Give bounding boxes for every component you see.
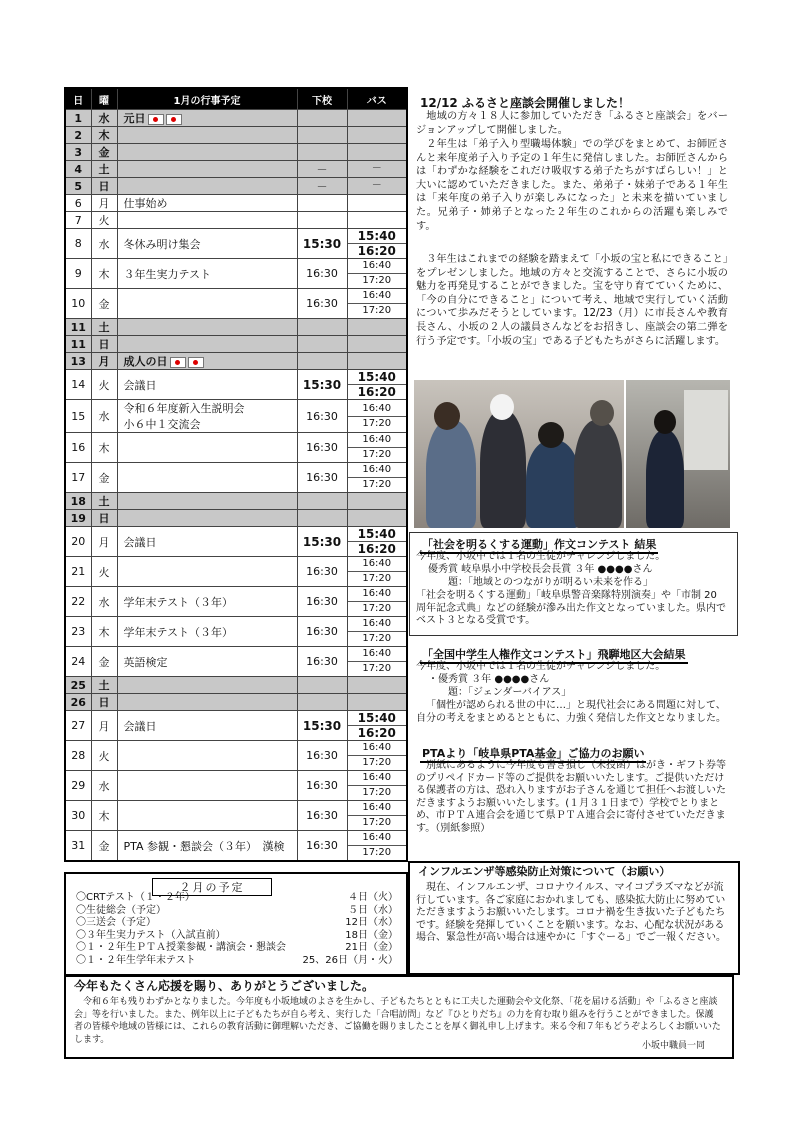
cell-event xyxy=(117,353,297,370)
february-list xyxy=(76,892,398,967)
table-row xyxy=(65,647,407,677)
table-row xyxy=(65,711,407,741)
cell-bus xyxy=(347,741,407,771)
article2-l2: 優秀賞 岐阜県小中学校長会長賞 ３年 ●●●●さん xyxy=(428,564,653,575)
cell-weekday: 金 xyxy=(91,144,117,161)
cell-dismissal xyxy=(297,212,347,229)
table-row xyxy=(65,370,407,400)
zadankai-photo-left xyxy=(414,380,624,528)
cell-event xyxy=(117,289,297,319)
cell-bus xyxy=(347,144,407,161)
cell-dismissal xyxy=(297,510,347,527)
cell-day: 11 xyxy=(65,336,91,353)
cell-day: 17 xyxy=(65,463,91,493)
cell-bus xyxy=(347,400,407,433)
cell-day: 13 xyxy=(65,353,91,370)
feb-event: 〇三送会（予定） xyxy=(76,917,156,928)
cell-event xyxy=(117,259,297,289)
february-title: ２月の予定 xyxy=(152,878,272,896)
cell-day: 10 xyxy=(65,289,91,319)
cell-day: 31 xyxy=(65,831,91,862)
cell-event xyxy=(117,110,297,127)
feb-date: 18日（金） xyxy=(345,929,398,941)
cell-event xyxy=(117,195,297,212)
cell-event xyxy=(117,400,297,433)
cell-event xyxy=(117,370,297,400)
cell-event xyxy=(117,617,297,647)
cell-dismissal xyxy=(297,144,347,161)
cell-weekday: 月 xyxy=(91,711,117,741)
cell-weekday: 月 xyxy=(91,195,117,212)
cell-weekday: 火 xyxy=(91,370,117,400)
cell-bus xyxy=(347,110,407,127)
table-row xyxy=(65,617,407,647)
cell-event xyxy=(117,711,297,741)
closing-body: 令和６年も残りわずかとなりました。今年度も小坂地域のよさを生かし、子どもたちとともに工夫した運動会や文化祭、「花を届ける活動」や「ふるさと座談会」等を行いました。また、例年以上に子どもたちが自ら考え、実行した「合唱訪問」など『ひとりだち』の力を育む取り組みを行うことができました。保護者の皆様や地域の皆様には、これらの教育活動に御理解いただき、ご協働を賜りましたことを厚く御礼申し上げます。来る令和７年もどうぞよろしくお願いいたします。 xyxy=(74,997,721,1045)
article1-p2: ２年生は「弟子入り型職場体験」での学びをまとめて、お師匠さんと来年度弟子入り予定の１年生に発信しました。お師匠さんからは「わずかな経験をこれだけ吸収する弟子たちがすばらしい！」と大いに認めていただきました。また、弟弟子・妹弟子である１年生は「来年度の弟子入りが楽しみになった」と未来を描いていました。兄弟子・姉弟子となった２年生のこれからの活躍も楽しみです。 xyxy=(416,139,728,232)
cell-dismissal xyxy=(297,677,347,694)
feb-date: 21日（金） xyxy=(345,942,398,953)
cell-bus xyxy=(347,353,407,370)
cell-bus xyxy=(347,801,407,831)
cell-event xyxy=(117,771,297,801)
cell-weekday: 土 xyxy=(91,677,117,694)
cell-event xyxy=(117,741,297,771)
col-header-events: 1月の行事予定 xyxy=(117,88,297,110)
cell-bus xyxy=(347,127,407,144)
table-row xyxy=(65,527,407,557)
cell-event xyxy=(117,831,297,862)
japan-flag-icon xyxy=(170,357,186,368)
cell-dismissal: 15:30 xyxy=(297,711,347,741)
cell-weekday: 金 xyxy=(91,463,117,493)
bus-time-2: 16:20 xyxy=(357,244,396,258)
list-item xyxy=(76,905,398,918)
cell-weekday: 木 xyxy=(91,127,117,144)
event-text: 仕事始め xyxy=(123,197,168,210)
table-row xyxy=(65,353,407,370)
cell-event xyxy=(117,463,297,493)
cell-dismissal: 15:30 xyxy=(297,370,347,400)
cell-bus xyxy=(347,195,407,212)
article3-l3: 題：「ジェンダーバイアス」 xyxy=(448,687,572,698)
cell-weekday: 土 xyxy=(91,161,117,178)
cell-day: 19 xyxy=(65,510,91,527)
bus-time-2: 17:20 xyxy=(362,757,392,768)
cell-day: 1 xyxy=(65,110,91,127)
cell-weekday: 月 xyxy=(91,527,117,557)
bus-time-1: 15:40 xyxy=(348,229,407,244)
feb-event: 〇CRTテスト（１・２年） xyxy=(76,892,195,903)
bus-time-2: 17:20 xyxy=(362,663,392,674)
cell-dismissal xyxy=(297,195,347,212)
bus-time-2: 17:20 xyxy=(362,275,392,286)
col-header-dismissal: 下校 xyxy=(297,88,347,110)
bus-time-2: 17:20 xyxy=(362,817,392,828)
event-text: 元日 xyxy=(123,112,146,125)
cell-weekday: 火 xyxy=(91,741,117,771)
bus-time-2: 17:20 xyxy=(362,449,392,460)
cell-day: 5 xyxy=(65,178,91,195)
table-row xyxy=(65,178,407,195)
cell-bus xyxy=(347,289,407,319)
cell-weekday: 日 xyxy=(91,694,117,711)
col-header-day: 日 xyxy=(65,88,91,110)
cell-event xyxy=(117,647,297,677)
cell-day: 14 xyxy=(65,370,91,400)
cell-dismissal: 16:30 xyxy=(297,801,347,831)
bus-time-2: 17:20 xyxy=(362,305,392,316)
cell-weekday: 日 xyxy=(91,336,117,353)
article4-body: 別紙にあるように今年度も書き損じ（未投函）はがき・ギフト券等のプリペイドカード等のご提供をお願いいたします。ご提供いただける保護者の方は、恐れ入りますがお子さんを通じて担任へお渡しいただきますようお願いいたします。(１月３１日まで）学校でとりまとめ、市ＰＴＡ連合会を通じて県ＰＴＡ連合会に寄付させていただきます。（別紙参照） xyxy=(416,760,726,834)
cell-day: 2 xyxy=(65,127,91,144)
cell-bus xyxy=(347,370,407,400)
cell-weekday: 木 xyxy=(91,617,117,647)
cell-day: 7 xyxy=(65,212,91,229)
feb-event: 〇３年生実力テスト（入試直前） xyxy=(76,929,226,941)
bus-time-2: 17:20 xyxy=(362,573,392,584)
bus-time-1: 15:40 xyxy=(348,370,407,385)
event-text: PTA 参観・懇談会（３年） 漢検 xyxy=(123,839,285,853)
cell-event xyxy=(117,493,297,510)
cell-dismissal xyxy=(297,127,347,144)
cell-dismissal: 16:30 xyxy=(297,289,347,319)
cell-dismissal: 16:30 xyxy=(297,771,347,801)
list-item xyxy=(76,955,398,968)
cell-weekday: 木 xyxy=(91,433,117,463)
cell-day: 22 xyxy=(65,587,91,617)
cell-event xyxy=(117,319,297,336)
bus-time-1: 16:40 xyxy=(348,433,407,448)
cell-day: 29 xyxy=(65,771,91,801)
article1-p1: 地域の方々１８人に参加していただき「ふるさと座談会」をバージョンアップして開催しました。 xyxy=(416,111,728,136)
cell-day: 4 xyxy=(65,161,91,178)
cell-dismissal xyxy=(297,694,347,711)
table-row xyxy=(65,433,407,463)
table-row xyxy=(65,400,407,433)
bus-time-1: 16:40 xyxy=(348,557,407,572)
cell-bus xyxy=(347,510,407,527)
cell-bus xyxy=(347,493,407,510)
article3-l4: 「個性が認められる世の中に…」と現代社会にある問題に対して、自分の考えをまとめるとともに、力強く発信した作文となりました。 xyxy=(416,700,726,724)
table-row xyxy=(65,319,407,336)
table-row xyxy=(65,694,407,711)
cell-weekday: 月 xyxy=(91,353,117,370)
bus-time-1: 16:40 xyxy=(348,402,407,417)
bus-time-2: 17:20 xyxy=(362,417,392,429)
bus-time-1: 16:40 xyxy=(348,771,407,786)
cell-event xyxy=(117,212,297,229)
article5-title: インフルエンザ等感染防止対策について（お願い） xyxy=(418,865,671,878)
cell-weekday: 日 xyxy=(91,510,117,527)
table-row xyxy=(65,771,407,801)
cell-day: 9 xyxy=(65,259,91,289)
table-row xyxy=(65,127,407,144)
cell-weekday: 日 xyxy=(91,178,117,195)
feb-date: ５日（水） xyxy=(348,904,398,916)
cell-dismissal: 16:30 xyxy=(297,557,347,587)
cell-bus: － xyxy=(347,161,407,178)
bus-time-2: 17:20 xyxy=(362,603,392,614)
cell-dismissal: 16:30 xyxy=(297,587,347,617)
event-text: 学年末テスト（３年） xyxy=(123,595,234,609)
cell-weekday: 木 xyxy=(91,801,117,831)
cell-bus xyxy=(347,617,407,647)
bus-time-2: 16:20 xyxy=(357,542,396,556)
cell-dismissal: 16:30 xyxy=(297,617,347,647)
article2-l3: 題：「地域とのつながりが明るい未来を作る」 xyxy=(448,577,653,588)
zadankai-photo-right xyxy=(626,380,730,528)
table-row xyxy=(65,212,407,229)
cell-day: 26 xyxy=(65,694,91,711)
cell-event xyxy=(117,557,297,587)
event-text: 会議日 xyxy=(123,535,157,549)
table-row xyxy=(65,493,407,510)
cell-event xyxy=(117,229,297,259)
bus-time-2: 16:20 xyxy=(357,726,396,740)
bus-time-1: 16:40 xyxy=(348,259,407,274)
cell-event xyxy=(117,694,297,711)
japan-flag-icon xyxy=(148,114,164,125)
cell-event xyxy=(117,801,297,831)
cell-weekday: 木 xyxy=(91,259,117,289)
article2-l1: 今年度、小坂中では１名の生徒がチャレンジしました。 xyxy=(416,551,666,562)
japan-flag-icon xyxy=(188,357,204,368)
bus-time-1: 15:40 xyxy=(348,711,407,726)
feb-date: 25、26日（月・火） xyxy=(302,954,398,966)
article3-title: 「全国中学生人権作文コンテスト」飛騨地区大会結果 xyxy=(420,646,688,664)
japan-flag-icon xyxy=(166,114,182,125)
cell-bus xyxy=(347,677,407,694)
cell-bus xyxy=(347,336,407,353)
event-text: 学年末テスト（３年） xyxy=(123,625,234,639)
bus-time-1: 16:40 xyxy=(348,617,407,632)
table-row xyxy=(65,161,407,178)
cell-event xyxy=(117,587,297,617)
cell-dismissal xyxy=(297,336,347,353)
cell-day: 6 xyxy=(65,195,91,212)
cell-day: 23 xyxy=(65,617,91,647)
cell-weekday: 水 xyxy=(91,771,117,801)
cell-event xyxy=(117,336,297,353)
cell-event xyxy=(117,433,297,463)
feb-date: ４日（火） xyxy=(348,892,398,903)
cell-dismissal: 16:30 xyxy=(297,463,347,493)
article2-l4: 「社会を明るくする運動」「岐阜県警音楽隊特別演奏」や「市制 20 周年記念式典」などの経験が滲み出た作文となっていました。県内でベスト３となる受賞です。 xyxy=(416,590,726,626)
feb-event: 〇１・２年生学年末テスト xyxy=(76,954,196,966)
cell-day: 15 xyxy=(65,400,91,433)
article5-body: 現在、インフルエンザ、コロナウイルス、マイコプラズマなどが流行しています。各ご家庭におかれましても、感染拡大防止に努めていただきますようお願いいたします。コロナ禍を生き抜いた子どもたちです。経験を発揮していくことを願います。なお、心配な状況がある場合、緊急性が高い場合は速やかに「すぐーる」でご一報ください。 xyxy=(416,882,726,943)
bus-time-1: 16:40 xyxy=(348,587,407,602)
cell-dismissal: 15:30 xyxy=(297,229,347,259)
cell-weekday: 水 xyxy=(91,110,117,127)
article2-title: 「社会を明るくする運動」作文コンテスト 結果 xyxy=(420,536,658,554)
bus-time-1: 16:40 xyxy=(348,463,407,478)
cell-bus xyxy=(347,711,407,741)
cell-dismissal xyxy=(297,493,347,510)
cell-day: 3 xyxy=(65,144,91,161)
bus-time-1: 16:40 xyxy=(348,831,407,846)
cell-day: 11 xyxy=(65,319,91,336)
cell-dismissal: － xyxy=(297,161,347,178)
bus-time-1: 15:40 xyxy=(348,527,407,542)
cell-dismissal xyxy=(297,353,347,370)
cell-weekday: 土 xyxy=(91,319,117,336)
table-row xyxy=(65,557,407,587)
bus-time-1: 16:40 xyxy=(348,289,407,304)
event-text: ３年生実力テスト xyxy=(123,267,212,281)
cell-dismissal: 16:30 xyxy=(297,741,347,771)
cell-dismissal: 16:30 xyxy=(297,831,347,862)
bus-time-1: 16:40 xyxy=(348,801,407,816)
cell-event xyxy=(117,527,297,557)
table-row xyxy=(65,195,407,212)
cell-dismissal: － xyxy=(297,178,347,195)
cell-day: 20 xyxy=(65,527,91,557)
table-row xyxy=(65,336,407,353)
article3-l2: ・優秀賞 ３年 ●●●●さん xyxy=(428,674,550,685)
table-row xyxy=(65,831,407,862)
cell-day: 18 xyxy=(65,493,91,510)
bus-time-1: 16:40 xyxy=(348,647,407,662)
cell-event xyxy=(117,161,297,178)
cell-day: 21 xyxy=(65,557,91,587)
list-item xyxy=(76,917,398,930)
cell-weekday: 金 xyxy=(91,647,117,677)
cell-weekday: 金 xyxy=(91,289,117,319)
feb-event: 〇生徒総会（予定） xyxy=(76,904,166,916)
cell-bus xyxy=(347,527,407,557)
cell-dismissal xyxy=(297,110,347,127)
closing-sign: 小坂中職員一同 xyxy=(642,1041,706,1051)
cell-weekday: 火 xyxy=(91,557,117,587)
event-text: 成人の日 xyxy=(123,355,168,368)
cell-weekday: 土 xyxy=(91,493,117,510)
cell-day: 30 xyxy=(65,801,91,831)
event-text: 英語検定 xyxy=(123,655,168,669)
list-item xyxy=(76,930,398,943)
bus-time-2: 17:20 xyxy=(362,787,392,798)
cell-day: 8 xyxy=(65,229,91,259)
event-text: 会議日 xyxy=(123,719,157,733)
cell-bus xyxy=(347,694,407,711)
cell-event xyxy=(117,144,297,161)
table-row xyxy=(65,259,407,289)
cell-bus xyxy=(347,587,407,617)
feb-event: 〇１・２年生ＰＴＡ授業参観・講演会・懇談会 xyxy=(76,942,286,953)
cell-bus xyxy=(347,647,407,677)
cell-weekday: 水 xyxy=(91,229,117,259)
cell-bus xyxy=(347,229,407,259)
bus-time-2: 17:20 xyxy=(362,479,392,490)
cell-event xyxy=(117,127,297,144)
cell-weekday: 水 xyxy=(91,400,117,433)
table-row xyxy=(65,677,407,694)
cell-weekday: 火 xyxy=(91,212,117,229)
cell-dismissal: 15:30 xyxy=(297,527,347,557)
table-header-row xyxy=(65,88,407,110)
cell-day: 25 xyxy=(65,677,91,694)
cell-day: 16 xyxy=(65,433,91,463)
table-row xyxy=(65,510,407,527)
cell-bus xyxy=(347,831,407,862)
cell-dismissal xyxy=(297,319,347,336)
table-row xyxy=(65,110,407,127)
january-schedule-table xyxy=(64,87,408,862)
article1-title: 12/12 ふるさと座談会開催しました！ xyxy=(420,96,630,110)
cell-dismissal: 16:30 xyxy=(297,433,347,463)
cell-day: 28 xyxy=(65,741,91,771)
bus-time-2: 17:20 xyxy=(362,633,392,644)
cell-bus: － xyxy=(347,178,407,195)
cell-dismissal: 16:30 xyxy=(297,400,347,433)
cell-event xyxy=(117,178,297,195)
cell-bus xyxy=(347,212,407,229)
article3-l1: 今年度、小坂中では１名の生徒がチャレンジしました。 xyxy=(416,661,666,672)
table-row xyxy=(65,801,407,831)
cell-event xyxy=(117,510,297,527)
table-row xyxy=(65,463,407,493)
table-row xyxy=(65,741,407,771)
event-text-2: 小６中１交流会 xyxy=(123,418,201,431)
bus-time-2: 16:20 xyxy=(357,385,396,399)
cell-bus xyxy=(347,259,407,289)
cell-bus xyxy=(347,433,407,463)
cell-weekday: 水 xyxy=(91,587,117,617)
table-row xyxy=(65,144,407,161)
cell-bus xyxy=(347,557,407,587)
cell-weekday: 金 xyxy=(91,831,117,862)
bus-time-2: 17:20 xyxy=(362,847,392,858)
cell-bus xyxy=(347,319,407,336)
cell-dismissal: 16:30 xyxy=(297,647,347,677)
table-row xyxy=(65,229,407,259)
cell-day: 27 xyxy=(65,711,91,741)
event-text: 冬休み明け集会 xyxy=(123,237,201,251)
table-row xyxy=(65,587,407,617)
event-text: 令和６年度新入生説明会 xyxy=(123,402,245,415)
feb-date: 12日（水） xyxy=(345,917,398,928)
event-text: 会議日 xyxy=(123,378,157,392)
table-row xyxy=(65,289,407,319)
closing-title: 今年もたくさん応援を賜り、ありがとうございました。 xyxy=(74,979,375,993)
list-item xyxy=(76,942,398,955)
list-item xyxy=(76,892,398,905)
col-header-weekday: 曜 xyxy=(91,88,117,110)
bus-time-1: 16:40 xyxy=(348,741,407,756)
cell-bus xyxy=(347,463,407,493)
cell-bus xyxy=(347,771,407,801)
february-schedule-box xyxy=(64,872,408,976)
article1-p3: ３年生はこれまでの経験を踏まえて「小坂の宝と私にできること」をプレゼンしました。地域の方々と交流することで、さらに小坂の魅力を再発見することができました。宝を守り育てていくために、「今の自分にできること」について考え、地域で実行していく活動について歩みだそうとしています。12/23（月）に市長さんや教育長さん、小坂の２人の議員さんなどをお招きし、座談会の第二弾を行う予定です。「小坂の宝」である子どもたちがさらに活躍します。 xyxy=(416,254,728,347)
col-header-bus: バス xyxy=(347,88,407,110)
cell-day: 24 xyxy=(65,647,91,677)
cell-event xyxy=(117,677,297,694)
cell-dismissal: 16:30 xyxy=(297,259,347,289)
article4-title: PTAより「岐阜県PTA基金」ご協力のお願い xyxy=(420,745,646,763)
